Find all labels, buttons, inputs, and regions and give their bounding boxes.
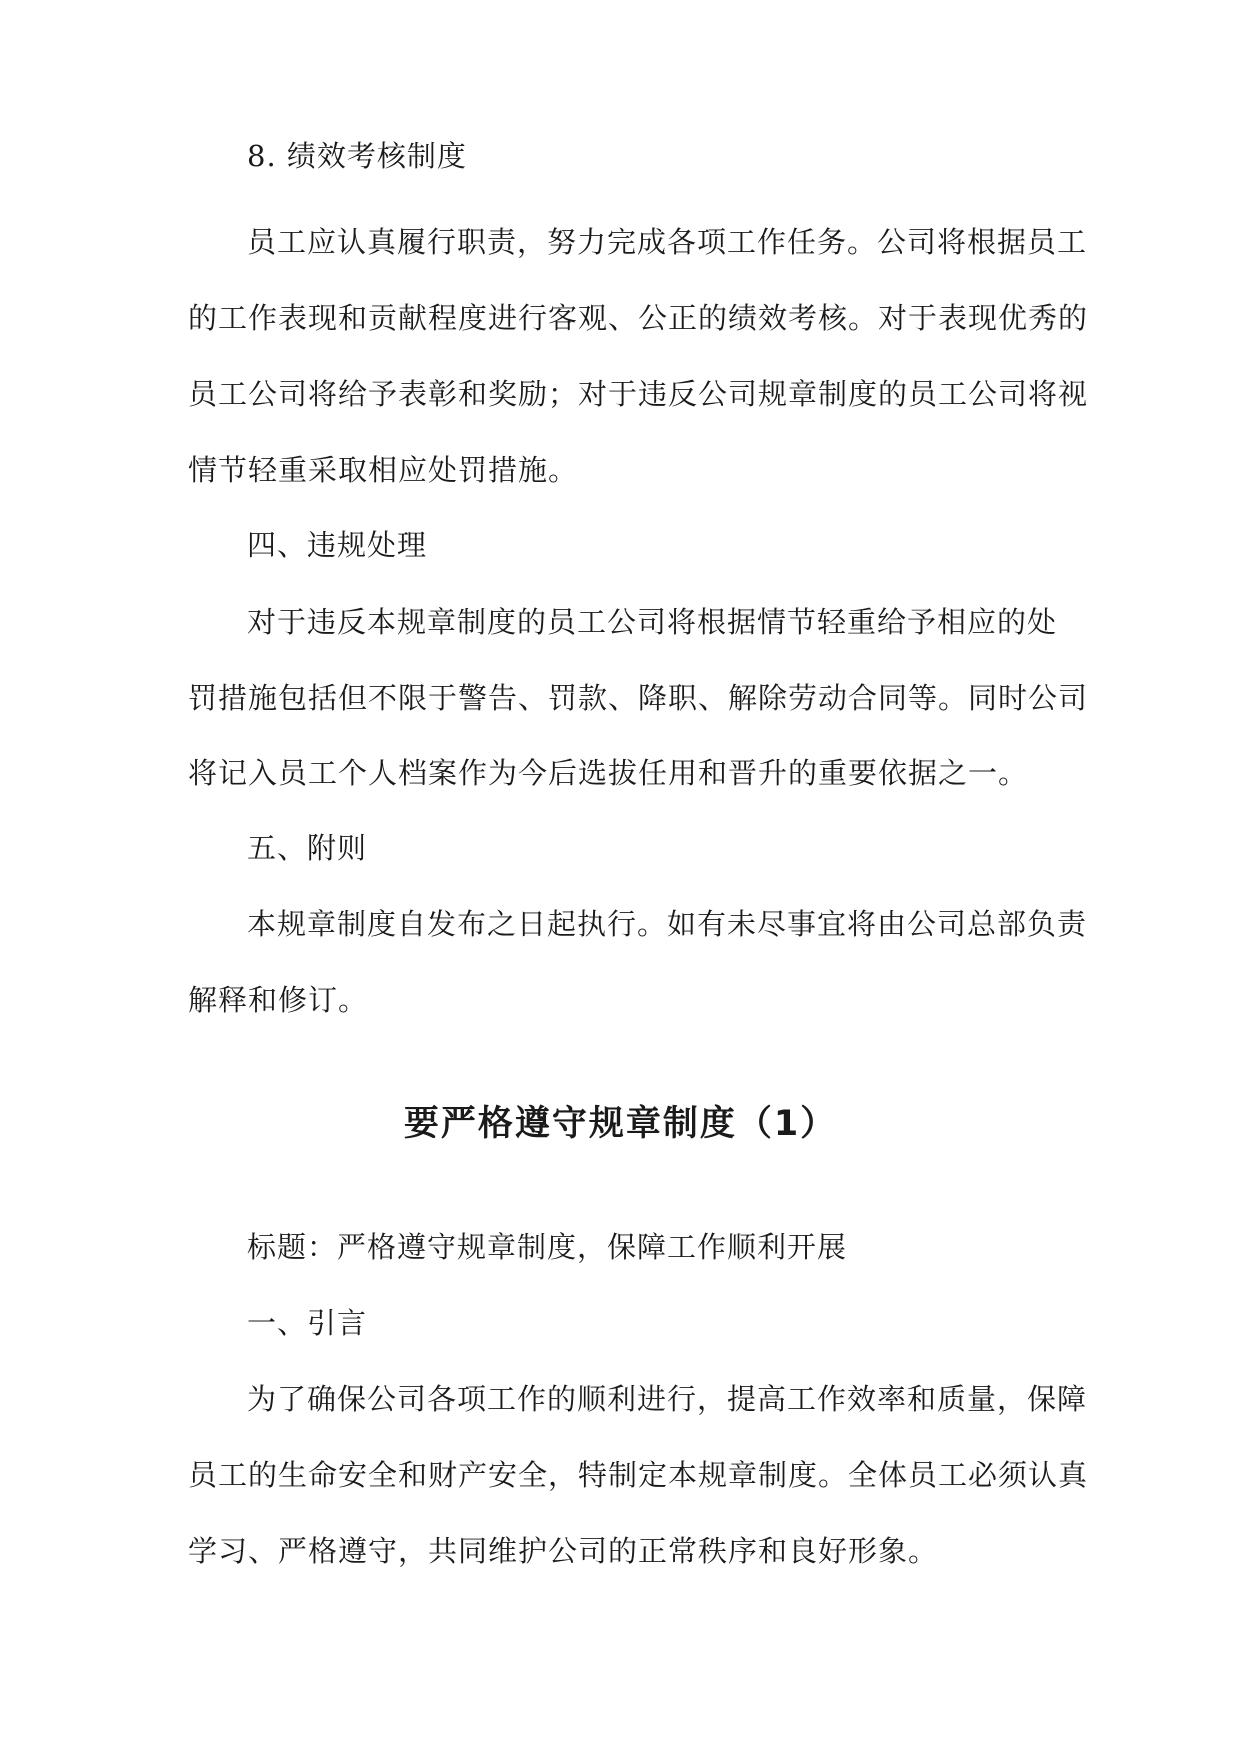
section-heading-performance: 8. 绩效考核制度	[247, 139, 467, 173]
paragraph-line: 解释和修订。	[188, 983, 369, 1017]
paragraph-line: 罚措施包括但不限于警告、罚款、降职、解除劳动合同等。同时公司	[188, 681, 1089, 715]
paragraph-line: 员工的生命安全和财产安全，特制定本规章制度。全体员工必须认真	[188, 1458, 1089, 1492]
document-subtitle: 标题：严格遵守规章制度，保障工作顺利开展	[247, 1230, 848, 1264]
paragraph-line: 员工应认真履行职责，努力完成各项工作任务。公司将根据员工	[247, 225, 1088, 259]
paragraph-line: 的工作表现和贡献程度进行客观、公正的绩效考核。对于表现优秀的	[188, 301, 1089, 335]
section-heading-violations: 四、违规处理	[247, 528, 428, 562]
paragraph-line: 员工公司将给予表彰和奖励；对于违反公司规章制度的员工公司将视	[188, 377, 1089, 411]
section-heading-introduction: 一、引言	[247, 1306, 368, 1340]
section-heading-appendix: 五、附则	[247, 831, 368, 865]
paragraph-line: 学习、严格遵守，共同维护公司的正常秩序和良好形象。	[188, 1534, 939, 1568]
paragraph-line: 为了确保公司各项工作的顺利进行，提高工作效率和质量，保障	[247, 1382, 1088, 1416]
paragraph-line: 情节轻重采取相应处罚措施。	[188, 453, 579, 487]
paragraph-line: 本规章制度自发布之日起执行。如有未尽事宜将由公司总部负责	[247, 907, 1088, 941]
document-title: 要严格遵守规章制度（1）	[403, 1104, 838, 1144]
paragraph-line: 对于违反本规章制度的员工公司将根据情节轻重给予相应的处	[247, 605, 1058, 639]
paragraph-line: 将记入员工个人档案作为今后选拔任用和晋升的重要依据之一。	[188, 756, 1029, 790]
